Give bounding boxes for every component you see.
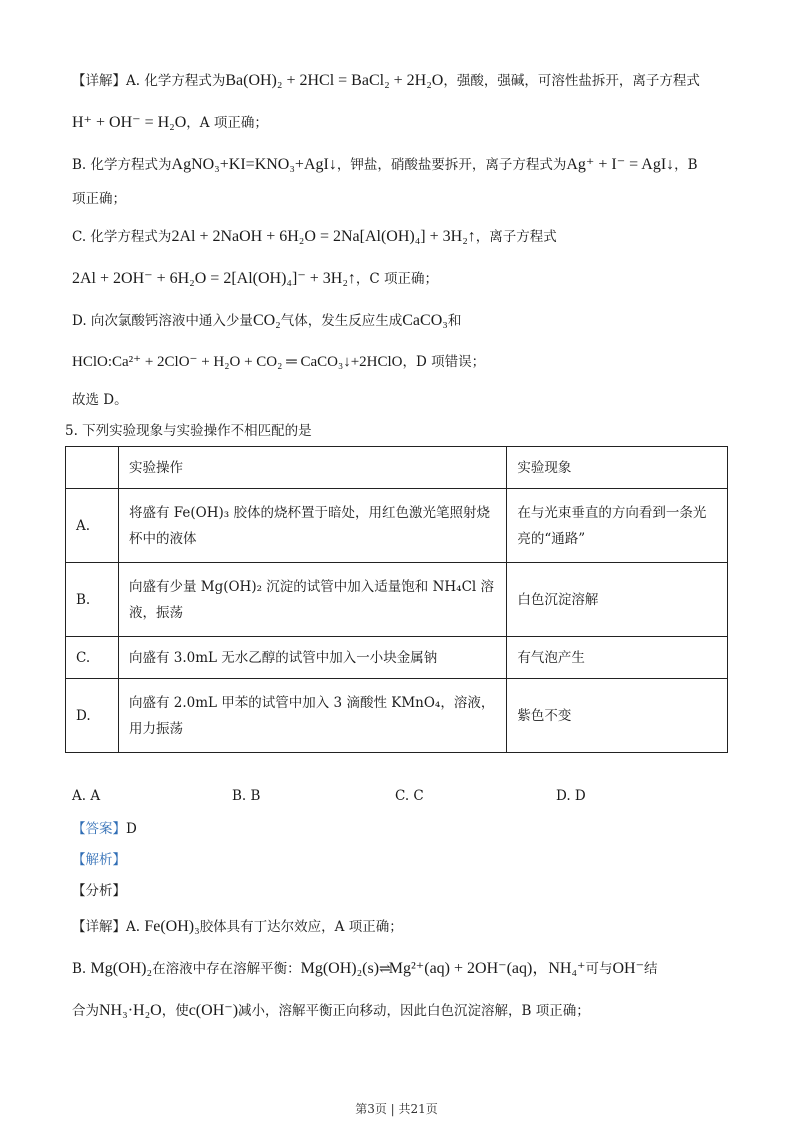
option-c: C. C: [395, 788, 424, 804]
equation-b: AgNO₃+KI=KNO₃+AgI↓: [171, 156, 337, 173]
row-operation: 将盛有 Fe(OH)₃ 胶体的烧杯置于暗处，用红色激光笔照射烧杯中的液体: [118, 489, 506, 563]
row-operation: 向盛有 3.0mL 无水乙醇的试管中加入一小块金属钠: [118, 637, 506, 679]
option-a: A. A: [72, 788, 101, 804]
question-5-stem: 5. 下列实验现象与实验操作不相匹配的是: [65, 423, 312, 439]
detail-b-text3: 结: [644, 961, 658, 977]
row-operation: 向盛有少量 Mg(OH)₂ 沉淀的试管中加入适量饱和 NH₄Cl 溶液，振荡: [118, 563, 506, 637]
mgoh2-formula: Mg(OH)₂: [90, 960, 153, 977]
detail-tag: 【详解】: [72, 919, 126, 935]
detail-c-end: ，C 项正确；: [355, 271, 439, 287]
q4-detail-line-b: [72, 154, 733, 176]
row-result: 紫色不变: [507, 679, 728, 753]
nh3h2o-formula: NH₃·H₂O: [99, 1002, 162, 1019]
detail-a-text: ，强酸，强碱，可溶性盐拆开，离子方程式: [443, 73, 700, 89]
option-d: D. D: [556, 788, 586, 804]
feoh3-formula: Fe(OH)₃: [144, 918, 200, 935]
detail-a-end: ，A 项正确；: [186, 115, 268, 131]
detail-d-text: 气体，发生反应生成: [280, 313, 403, 329]
ionic-equation-b: Ag⁺ + I⁻ = AgI↓: [566, 156, 675, 173]
row-operation: 向盛有 2.0mL 甲苯的试管中加入 3 滴酸性 KMnO₄，溶液，用力振荡: [118, 679, 506, 753]
detail-a-intro: A. 化学方程式为: [126, 73, 226, 89]
row-result: 在与光束垂直的方向看到一条光亮的“通路”: [507, 489, 728, 563]
detail-tag: 【详解】: [72, 73, 126, 89]
caco3-formula: CaCO₃: [402, 312, 448, 329]
oh-concentration: c(OH⁻): [188, 1002, 239, 1019]
fenxi-tag: 【分析】: [72, 883, 126, 899]
detail-b-text: ，钾盐，硝酸盐要拆开，离子方程式为: [336, 157, 567, 173]
ionic-equation-a: H⁺ + OH⁻ = H₂O: [72, 114, 187, 131]
detail-b-text: 在溶液中存在溶解平衡：: [152, 961, 301, 977]
detail-d-and: 和: [447, 313, 462, 329]
equilibrium-left: Mg(OH)₂(s): [300, 960, 380, 977]
row-label: D.: [66, 679, 119, 753]
option-b: B. B: [232, 788, 261, 804]
row-result: 有气泡产生: [507, 637, 728, 679]
row-label: A.: [66, 489, 119, 563]
equilibrium-right: Mg²⁺(aq) + 2OH⁻(aq): [388, 960, 533, 977]
table-header-cell: [66, 447, 119, 489]
detail-b-end2: 项正确；: [72, 191, 126, 207]
q4-detail-line-d: [72, 310, 733, 332]
q4-detail-line-d2: [72, 351, 733, 373]
ionic-equation-c: 2Al + 2OH⁻ + 6H₂O = 2[Al(OH)₄]⁻ + 3H₂↑: [72, 270, 356, 287]
table-header-cell: 实验现象: [507, 447, 728, 489]
equation-c: 2Al + 2NaOH + 6H₂O = 2Na[Al(OH)₄] + 3H₂↑: [171, 228, 476, 245]
q5-detail-line-b: [72, 958, 733, 980]
detail-b2-b: ，使: [161, 1003, 189, 1019]
q5-detail-line-b2: [72, 1000, 733, 1022]
answer-line: [72, 818, 733, 840]
detail-b-intro: B.: [72, 961, 87, 977]
table-header-row: [66, 447, 728, 489]
equation-a: Ba(OH)₂ + 2HCl = BaCl₂ + 2H₂O: [225, 72, 444, 89]
detail-d-end: ，D 项错误；: [402, 354, 486, 370]
nh4-ion: ，NH₄⁺: [532, 960, 586, 977]
detail-b2-a: 合为: [72, 1003, 99, 1019]
row-label: B.: [66, 563, 119, 637]
q5-detail-line-a: [72, 916, 733, 938]
detail-d-intro: D. 向次氯酸钙溶液中通入少量: [72, 313, 253, 329]
q4-detail-line-c2: [72, 268, 733, 290]
detail-a-intro: A.: [126, 919, 141, 935]
answer-tag: 【答案】: [72, 821, 126, 837]
answer-options: [72, 788, 732, 810]
q4-detail-line-a2: [72, 112, 733, 134]
page-footer: 第3页 | 共21页: [355, 1102, 438, 1116]
detail-b2-c: 减小，溶解平衡正向移动，因此白色沉淀溶解，B 项正确；: [238, 1003, 590, 1019]
ionic-equation-d: HClO:Ca²⁺ + 2ClO⁻ + H₂O + CO₂ ═ CaCO₃↓+2HClO: [72, 354, 403, 370]
q4-answer: 故选 D。: [72, 392, 128, 408]
experiment-table: [65, 446, 728, 753]
detail-b-intro: B. 化学方程式为: [72, 157, 172, 173]
co2-formula: CO₂: [252, 312, 281, 329]
table-row: [66, 489, 728, 563]
equilibrium-arrow-icon: ⇌: [379, 961, 389, 977]
oh-ion: OH⁻: [612, 960, 645, 977]
detail-c-intro: C. 化学方程式为: [72, 229, 172, 245]
analysis-tag: 【解析】: [72, 852, 126, 868]
q4-detail-line-b2: [72, 188, 733, 210]
detail-a-text: 胶体具有丁达尔效应，A 项正确；: [199, 919, 403, 935]
table-row: [66, 679, 728, 753]
detail-c-text: ，离子方程式: [475, 229, 557, 245]
detail-b-end: ，B: [674, 157, 698, 173]
table-header-cell: 实验操作: [118, 447, 506, 489]
table-row: [66, 637, 728, 679]
table-row: [66, 563, 728, 637]
row-result: 白色沉淀溶解: [507, 563, 728, 637]
answer-value: D: [126, 821, 137, 837]
detail-b-text2: 可与: [585, 961, 613, 977]
q4-detail-line-a: [72, 70, 733, 92]
row-label: C.: [66, 637, 119, 679]
q4-detail-line-c: [72, 226, 733, 248]
